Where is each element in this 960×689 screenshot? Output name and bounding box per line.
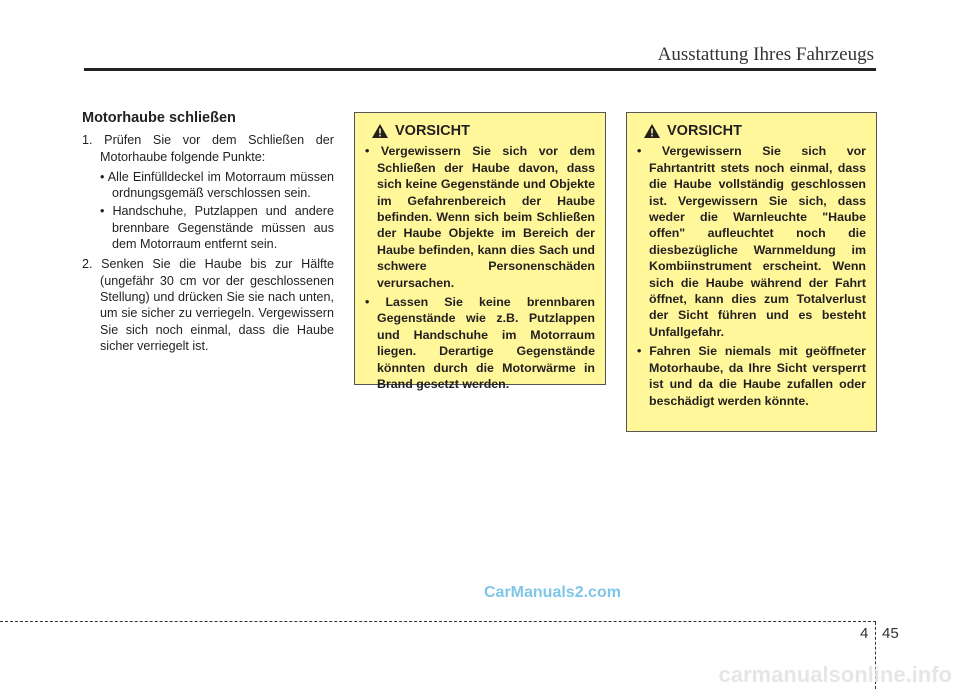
step-2-text: 2. Senken Sie die Haube bis zur Hälfte (ungefähr 30 cm vor der geschlossenen Stellung) und drücken Sie sie nach unten, um sie sicher zu verriegeln. Vergewissern Sie sich noch einmal, dass die Haube sicher verriegelt ist.	[82, 257, 334, 353]
chapter-number: 4	[860, 625, 869, 642]
step-1-bullets	[100, 169, 334, 252]
step-2	[82, 256, 334, 354]
bottom-watermark: carmanualsonline.info	[718, 662, 952, 687]
bullet-item: • Alle Einfülldeckel im Motorraum müssen ordnungsgemäß verschlossen sein.	[100, 169, 334, 201]
procedure-section	[82, 110, 334, 354]
warning-title	[643, 123, 866, 139]
warning-title-text: VORSICHT	[395, 123, 470, 139]
footer-rule	[0, 621, 876, 622]
step-1	[82, 132, 334, 252]
warning-box-2	[626, 112, 877, 432]
warning-title-text: VORSICHT	[667, 123, 742, 139]
bullet-item: • Handschuhe, Putzlappen und andere brennbare Gegenstände müssen aus dem Motorraum entfernt sein.	[100, 204, 334, 252]
warning-box-1	[354, 112, 606, 392]
warning-triangle-icon	[643, 123, 661, 139]
section-title: Motorhaube schließen	[82, 110, 236, 126]
warning-item: • Fahren Sie niemals mit geöffneter Motorhaube, da Ihre Sicht versperrt ist und da die Haube zufallen oder beschädigt werden könnte.	[637, 344, 866, 408]
step-1-text: 1. Prüfen Sie vor dem Schließen der Motorhaube folgende Punkte:	[82, 133, 334, 164]
page-header-title: Ausstattung Ihres Fahrzeugs	[657, 44, 874, 65]
warning-triangle-icon	[371, 123, 389, 139]
warning-item: • Vergewissern Sie sich vor dem Schließen der Haube davon, dass sich keine Gegenstände und Objekte im Gefahrenbereich der Haube befinden. Wenn sich beim Schließen der Haube Objekte im Bereich der Haube befinden, kann dies Sach und schwere Personenschäden verursachen.	[365, 144, 595, 290]
page-number: 45	[882, 625, 899, 642]
warning-item: • Lassen Sie keine brennbaren Gegenstände wie z.B. Putzlappen und Handschuhe im Motorraum liegen. Derartige Gegenstände könnten durch die Motorwärme in Brand gesetzt werden.	[365, 295, 595, 392]
header-rule	[84, 68, 876, 71]
warning-title	[371, 123, 595, 139]
warning-item: • Vergewissern Sie sich vor Fahrtantritt stets noch einmal, dass die Haube vollständig geschlossen ist. Vergewissern Sie sich, dass weder die Warnleuchte "Haube offen" aufleuchtet noch die diesbezügliche Warnmeldung im Kombiinstrument erscheint. Wenn sich die Haube während der Fahrt öffnet, kann dies zum Totalverlust der Sicht führen und es besteht Unfallgefahr.	[637, 144, 866, 339]
watermark-link[interactable]: CarManuals2.com	[484, 584, 621, 601]
